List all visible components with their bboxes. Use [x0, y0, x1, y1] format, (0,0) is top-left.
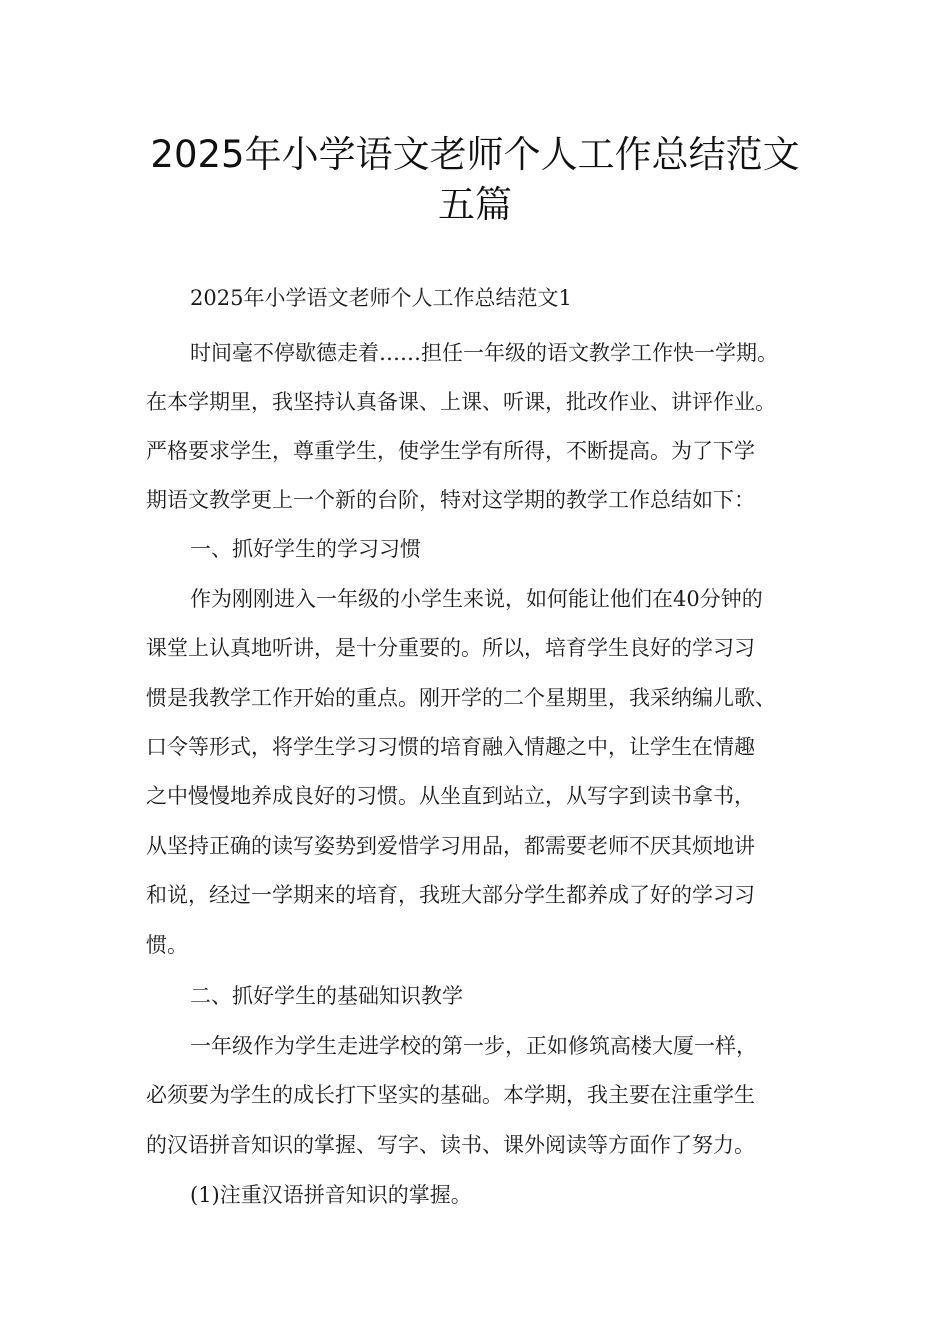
paragraph-line: 口令等形式，将学生学习习惯的培育融入情趣之中，让学生在情趣	[146, 735, 755, 759]
paragraph-line: 作为刚刚进入一年级的小学生来说，如何能让他们在40分钟的	[190, 587, 763, 611]
paragraph-line: 一年级作为学生走进学校的第一步，正如修筑高楼大厦一样，	[190, 1034, 757, 1058]
document-subtitle: 2025年小学语文老师个人工作总结范文1	[190, 286, 572, 310]
paragraph-line: 时间毫不停歇德走着……担任一年级的语文教学工作快一学期。	[190, 341, 778, 365]
section-heading-1: 一、抓好学生的学习习惯	[190, 537, 421, 561]
document-title-line-1: 2025年小学语文老师个人工作总结范文	[150, 133, 800, 176]
paragraph-line: 惯是我教学工作开始的重点。刚开学的二个星期里，我采纳编儿歌、	[146, 686, 776, 710]
paragraph-line: 惯。	[146, 933, 188, 957]
paragraph-line: 严格要求学生，尊重学生，使学生学有所得，不断提高。为了下学	[146, 439, 755, 463]
paragraph-line: 必须要为学生的成长打下坚实的基础。本学期，我主要在注重学生	[146, 1083, 755, 1107]
paragraph-line: 之中慢慢地养成良好的习惯。从坐直到站立，从写字到读书拿书，	[146, 784, 755, 808]
paragraph-line: 和说，经过一学期来的培育，我班大部分学生都养成了好的学习习	[146, 883, 755, 907]
paragraph-line: 在本学期里，我坚持认真备课、上课、听课，批改作业、讲评作业。	[146, 390, 776, 414]
document-title-line-2: 五篇	[438, 183, 512, 226]
list-item-1: (1)注重汉语拼音知识的掌握。	[190, 1183, 472, 1207]
paragraph-line: 课堂上认真地听讲，是十分重要的。所以，培育学生良好的学习习	[146, 636, 755, 660]
section-heading-2: 二、抓好学生的基础知识教学	[190, 984, 463, 1008]
paragraph-line: 从坚持正确的读写姿势到爱惜学习用品，都需要老师不厌其烦地讲	[146, 834, 755, 858]
paragraph-line: 的汉语拼音知识的掌握、写字、读书、课外阅读等方面作了努力。	[146, 1133, 755, 1157]
paragraph-line: 期语文教学更上一个新的台阶，特对这学期的教学工作总结如下：	[146, 488, 755, 512]
